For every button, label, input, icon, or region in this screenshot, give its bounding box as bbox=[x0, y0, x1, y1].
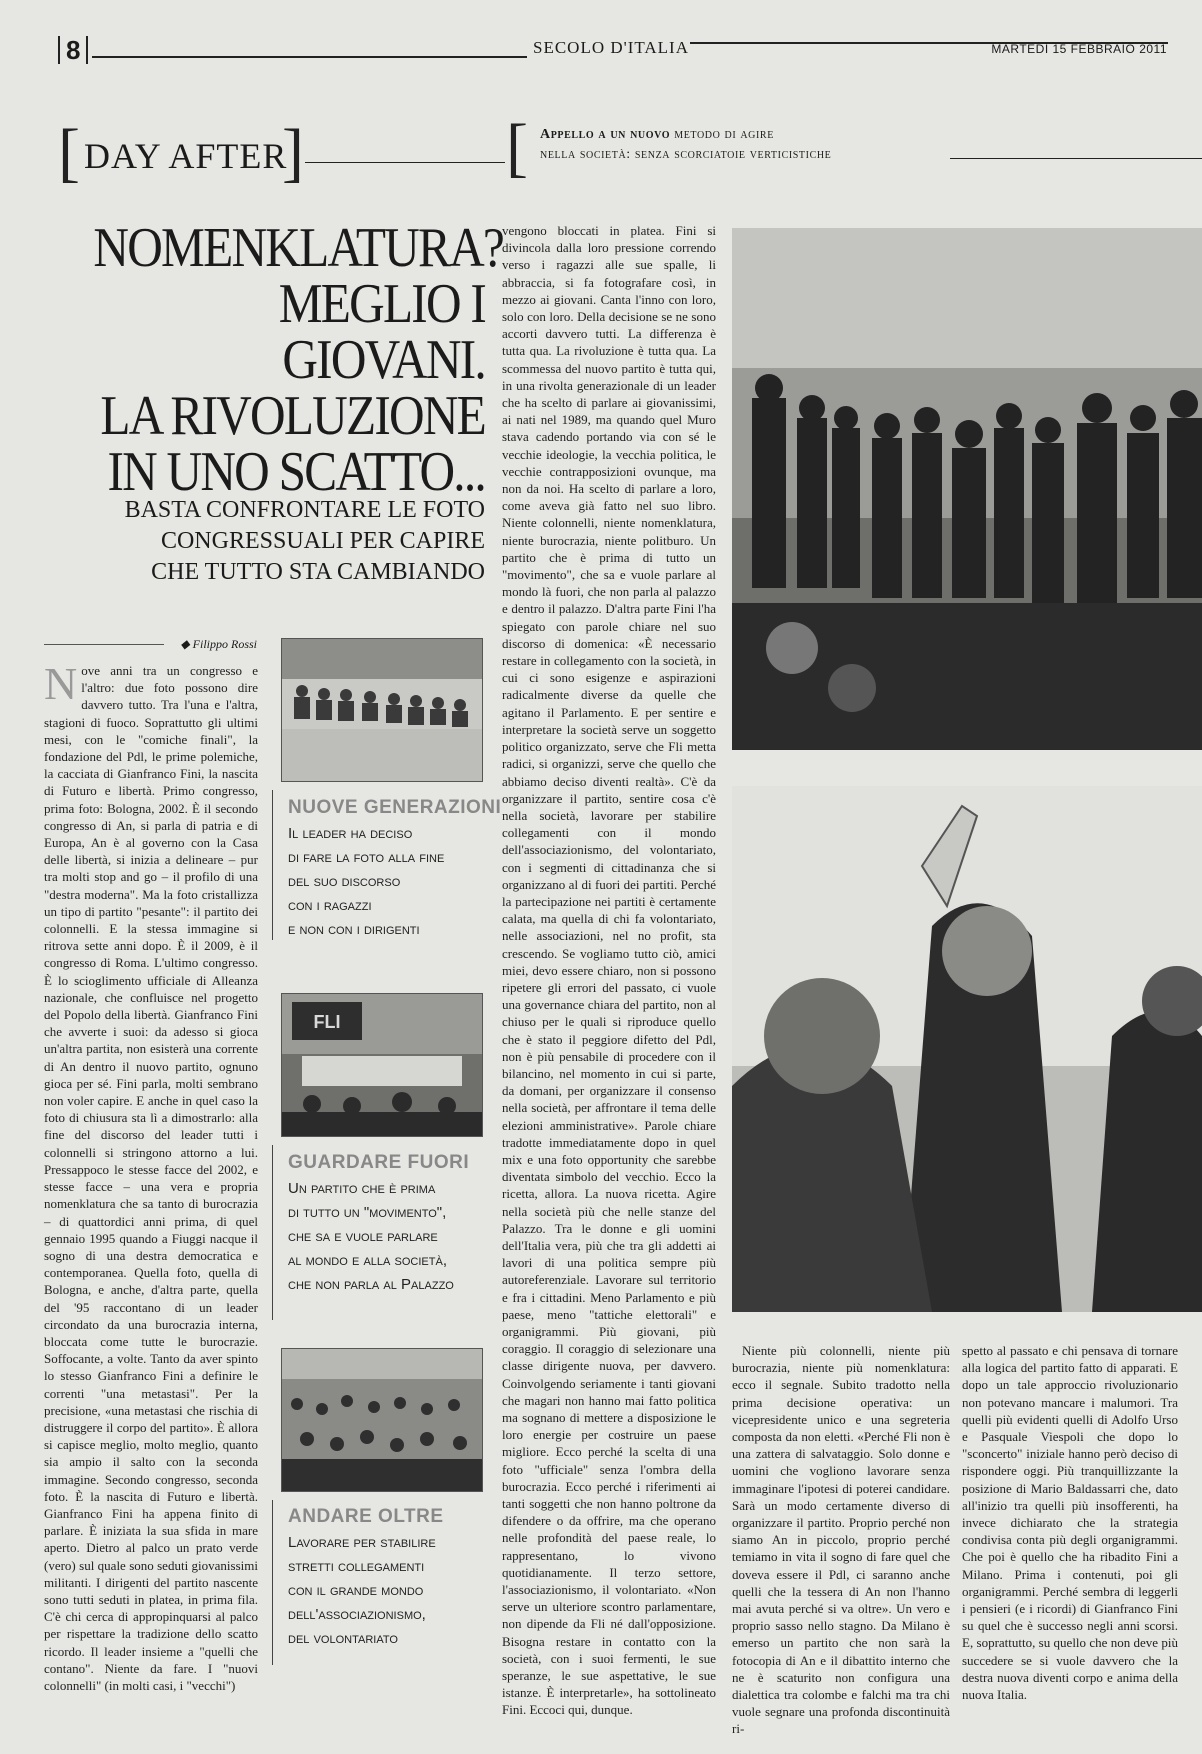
bracket-open: [ bbox=[58, 116, 80, 189]
headline-line: IN UNO SCATTO... bbox=[107, 441, 486, 503]
article-column-2 bbox=[502, 222, 716, 1718]
sidebar-line: del volontariato bbox=[288, 1630, 398, 1647]
article-column-3 bbox=[732, 1342, 950, 1737]
subhead-line: BASTA CONFRONTARE LE FOTO bbox=[124, 497, 485, 523]
headline-line: LA RIVOLUZIONE bbox=[100, 385, 485, 447]
sidebar-line: che sa e vuole parlare bbox=[288, 1228, 438, 1245]
dateline: MARTEDÌ 15 FEBBRAIO 2011 bbox=[991, 42, 1167, 56]
sidebar-line: e non con i dirigenti bbox=[288, 921, 420, 938]
article-text-col3: Niente più colonnelli, niente più burocrazia, niente più nomenklatura: ecco il segnale. Subito tradotto nella prima decisione operativa: un vicepresidente unico e una segreteria composta da non eletti. «Perché Fli non è una zattera di salvataggio. Solo donne e uomini che vogliono lavorare senza immaginare l'ipotesi di poterei candidare. Sarà un modo certamente diverso di organizzare il partito. Proprio perché non siamo An in piccolo, proprio perché temiamo in vita il sogno di fare quel che doveva essere il Pdl, ci saranno anche quelli che la tessera di An non l'hanno mai avuta perché si va oltre». Un vero e proprio sasso nello stagno. Da Milano è emerso un partito che non sarà la fotocopia di An e il dibattito interno che ne è scaturito non configura una dialettica tra colombe e falchi ma tra chi vuole segnare una profonda discontinuità ri- bbox=[732, 1343, 950, 1737]
masthead-rule-left bbox=[92, 56, 527, 58]
sidebar-line: di tutto un "movimento", bbox=[288, 1204, 447, 1221]
sidebar-line: Il leader ha deciso bbox=[288, 825, 413, 842]
sidebar-title-1: NUOVE GENERAZIONI bbox=[288, 797, 502, 818]
sidebar-line: di fare la foto alla fine bbox=[288, 849, 445, 866]
kicker-line1: metodo di agire bbox=[674, 127, 774, 142]
sidebar-rule-1 bbox=[272, 790, 273, 940]
headline-line: MEGLIO I GIOVANI. bbox=[278, 273, 485, 391]
sidebar-text-3 bbox=[288, 1531, 483, 1651]
drop-cap: N bbox=[44, 658, 78, 709]
sidebar-photo-youth bbox=[281, 638, 483, 782]
article-column-1 bbox=[44, 658, 258, 1712]
sidebar-title-3: ANDARE OLTRE bbox=[288, 1506, 444, 1527]
sidebar-text-2 bbox=[288, 1177, 483, 1297]
section-tag: DAY AFTER bbox=[84, 136, 288, 176]
sidebar-line: del suo discorso bbox=[288, 873, 401, 890]
byline: ◆ Filippo Rossi bbox=[44, 637, 257, 652]
sidebar-title-2: GUARDARE FUORI bbox=[288, 1152, 470, 1173]
sidebar-line: che non parla al Palazzo bbox=[288, 1276, 454, 1293]
article-text-col4: spetto al passato e chi pensava di tornare alla logica del partito fatto di apparati. E dopo un tale approccio rivoluzionario non potevano mancare i malumori. Tra quelli più evidenti quelli di Adolfo Urso e Pasquale Viespoli che dopo lo "sconcerto" iniziale hanno però deciso di rispondere oggi. Più tranquillizzante la posizione di Mario Baldassarri che, dato all'inizio tra quelli più insofferenti, ha invece dichiarato che la strategia condivisa conta più degli organigrammi. Che poi è quello che ha ribadito Fini a Milano. Prima i contenuti, poi gli organigrammi. Perché sembra di leggerli i pensieri (e i ricordi) di Gianfranco Fini su quel che è successo negli anni scorsi. E, soprattutto, su quello che non deve più succedere se si vuole davvero che la destra nuova diventi corpo e anima della nuova Italia. bbox=[962, 1343, 1178, 1703]
sidebar-line: con il grande mondo bbox=[288, 1582, 424, 1599]
sidebar-line: Un partito che è prima bbox=[288, 1180, 436, 1197]
sidebar-line: stretti collegamenti bbox=[288, 1558, 425, 1575]
headline-line: NOMENKLATURA? bbox=[93, 217, 504, 279]
subheadline bbox=[60, 495, 485, 588]
section-rule bbox=[305, 162, 505, 163]
main-photo-leader-waving bbox=[732, 786, 1202, 1312]
sidebar-photo-crowd bbox=[281, 1348, 483, 1492]
svg-text:FLI: FLI bbox=[313, 1012, 341, 1032]
page-number: 8 bbox=[58, 36, 88, 64]
sidebar-line: al mondo e alla società, bbox=[288, 1252, 447, 1269]
sidebar-line: con i ragazzi bbox=[288, 897, 372, 914]
subhead-line: CHE TUTTO STA CAMBIANDO bbox=[151, 559, 485, 585]
kicker bbox=[540, 125, 831, 165]
byline-author: Filippo Rossi bbox=[192, 637, 257, 651]
main-photo-youth-on-stage bbox=[732, 228, 1202, 750]
sidebar-text-1 bbox=[288, 822, 483, 942]
sidebar-line: dell'associazionismo, bbox=[288, 1606, 426, 1623]
article-text-col2: vengono bloccati in platea. Fini si divincola dalla loro pressione correndo verso i ragazzi alle sue spalle, li abbraccia, si fa fotografare così, in mezzo ai giovani. Canta l'inno con loro, solo con loro. Della decisione se ne sono accorti davvero tutti. La differenza è tutta qua. La rivoluzione è tutta qua. La scommessa del nuovo partito è tutta qui, in una rivolta generazionale di un leader che ha scelto di parlare ai giovanissimi, ai nati nel 1989, ma quando quel Muro stava cadendo portando via con sé le vecchie ideologie, la vecchia politica, le vecchie contrapposizioni ovunque, ma non da noi. Ha scelto di parlare a loro, come aveva già fatto nel suo libro. Niente colonnelli, niente nomenklatura, niente burocrazia, niente politburo. Un partito che è prima di tutto un "movimento", che sa e vuole parlare al mondo là fuori, che non parla al palazzo e dentro il palazzo. D'altra parte Fini l'ha spiegato con parole chiare nel suo discorso di domenica: «È necessario restare in collegamento con la società, in cui ci sono esigenze e aspirazioni radicalmente diverse da quelle che agitano il Parlamento. E per sentire e interpretare la società serve un soggetto politico organizzato, serve che Fli metta radici, si organizzi, serve che quello che abbiamo deciso diventi realtà». C'è da organizzare il partito, sentire cosa c'è nella società, lavorare per stabilire collegamenti con il mondo dell'associazionismo, del volontariato, con i segmenti di cittadinanza che si organizzano al di fuori dei partiti. Perché la partecipazione nei partiti è certamente calata, ma quella di chi fa volontariato, nelle associazioni, nel no profit, sta crescendo. Se vogliamo tutto ciò, amici miei, devo essere chiaro, non si possono ripetere gli errori del passato, ci vuole una governance chiara del partito, non al chiuso per le quali si riproduce quello che è stato il peggiore difetto del Pdl, non è più pensabile di procedere con il bilancino, nel momento in cui si parte, da domani, per organizzare il consenso nella società, per affrontare il tema delle elezioni amministrative». Parole chiare tradotte immediatamente dopo in quel mix e una foto opportunity che sarebbe diventata simbolo del vecchio. Ecco la ricetta, allora. La nuova ricetta. Agire nella società più che nelle stanze del Palazzo. Tra le donne e gli uomini dell'Italia vera, più che tra gli addetti ai lavori di una politica sempre più autoreferenziale. Lavorare sul territorio e fra i cittadini. Meno Parlamento e più paese, meno "tattiche elettorali" e organigrammi. Più giovani, più coraggio. Il coraggio di selezionare una classe dirigente nuova, per davvero. Coinvolgendo seriamente i tanti giovani che magari non hanno mai fatto politica ma sognano di mettere a disposizione le loro energie per costruire un paese migliore. Ecco perché la scelta di una foto "ufficiale" senza l'ombra della burocrazia. Ecco perché i riferimenti ai tanti soggetti che non hanno poltrone da difendere o da offrire, ma che operano nelle profondità del paese reale, lo rappresentano, lo vivono quotidianamente. Il terzo settore, l'associazionismo, il volontariato. «Non serve un ulteriore scontro parlamentare, non dipende da Fli né dall'opposizione. Bisogna restare in contatto con la società, con i suoi fermenti, le sue speranze, le sue aspettative, le sue istanze. È interpretarle», ha sottolineato Fini. Eccoci qui, dunque. bbox=[502, 223, 716, 1718]
kicker-rule bbox=[950, 158, 1202, 159]
kicker-bold: Appello a un nuovo bbox=[540, 127, 671, 142]
kicker-bracket: [ bbox=[506, 111, 528, 184]
article-text-col1: ove anni tra un congresso e l'altro: due foto possono dire davvero tutto. Tra l'una e l'altra, stagioni di fuoco. Soprattutto gli ultimi mesi, con le "comiche finali", la fondazione del Pdl, le prime polemiche, la cacciata di Gianfranco Fini, la nascita di Futuro e libertà. Primo congresso, prima foto: Bologna, 2002. È il secondo congresso di An, si parla di patria e di Europa, An è al governo con la Casa delle libertà, si inizia a delineare – pur tra molti stop and go – il profilo di una "destra moderna". Ma la foto cristallizza un tipo di partito "pesante": il partito dei colonnelli. E la stessa immagine si ritrova sette anni dopo. È il 2009, è il congresso di Roma. L'ultimo congresso. È lo scioglimento ufficiale di Alleanza nazionale, che confluisce nel progetto del Popolo della libertà. Gianfranco Fini che avverte i suoi: da adesso si gioca un'altra partita, non esisterà una corrente di An dentro il nuovo partito, ognuno gioca per sé. Fini parla, molti sembrano non voler capire. E anche in quel caso la foto di chiusura sta lì a dimostrarlo: alla fine del discorso del leader tutti i colonnelli si stringono attorno a lui. Pressappoco le stesse facce del 2002, e stesse facce – una vera e propria nomenklatura che sa tanto di burocrazia – di quattordici anni prima, di quel gennaio 1995 quando a Fiuggi nacque il sogno di una destra democratica e contemporanea. Quella foto, quella di Bologna, e anche, d'altra parte, quella del '95 raccontano di un leader circondato da una burocrazia interna, bloccata come tutte le burocrazie. Soffocante, a volte. Tanto da aver spinto lo stesso Gianfranco Fini a definire le correnti "una metastasi". Per la precisione, «una metastasi che rischia di distruggere il corpo del partito». È allora si capisce meglio, molto meglio, quanto sia ampio il salto con la seconda immagine. Secondo congresso, seconda foto. È la nascita di Futuro e libertà. Gianfranco Fini ha appena finito di parlare. È iniziata la sua sfida in mare aperto. Dietro al palco un prato verde (vero) sul quale sono seduti giovanissimi militanti. I dirigenti del partito nascente sono tutti seduti in platea, in prima fila. C'è chi cerca di appropinquarsi al palco per rispettare la tradizione dello scatto ricordo. Il leader insieme a "quelli che contano". Niente da fare. I "nuovi colonnelli" (in molti casi, i "vecchi") bbox=[44, 663, 258, 1693]
kicker-line2: nella società: senza scorciatoie verticistiche bbox=[540, 147, 832, 162]
sidebar-rule-3 bbox=[272, 1500, 273, 1665]
masthead-title: SECOLO D'ITALIA bbox=[533, 38, 689, 57]
headline bbox=[93, 217, 504, 503]
sidebar-line: Lavorare per stabilire bbox=[288, 1534, 436, 1551]
sidebar-rule-2 bbox=[272, 1145, 273, 1320]
sidebar-photo-stage bbox=[281, 993, 483, 1137]
subhead-line: CONGRESSUALI PER CAPIRE bbox=[160, 528, 485, 554]
article-column-4 bbox=[962, 1342, 1178, 1712]
bracket-close: ] bbox=[282, 116, 304, 189]
